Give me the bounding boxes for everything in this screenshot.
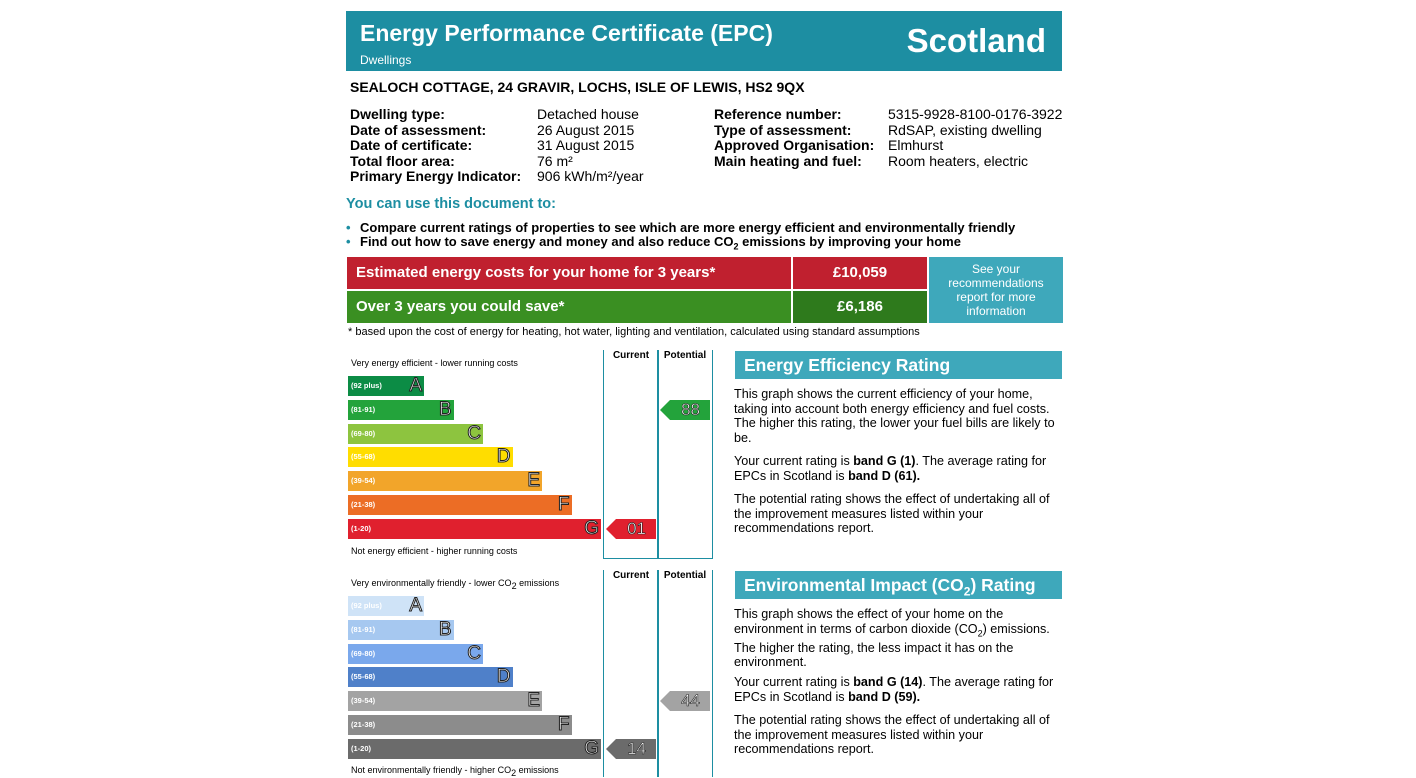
property-address: SEALOCH COTTAGE, 24 GRAVIR, LOCHS, ISLE OF LEWIS, HS2 9QX — [350, 79, 805, 95]
details-left-labels — [350, 107, 530, 185]
band-letter: G — [584, 517, 599, 539]
band-range: (1-20) — [351, 523, 372, 533]
para-text: . The average rating for EPCs in Scotland is — [734, 454, 1047, 483]
para-text: . The average rating for EPCs in Scotland is — [734, 675, 1054, 704]
cost-footnote: * based upon the cost of energy for heating, hot water, lighting and ventilation, calculated using standard assumptions — [348, 326, 920, 338]
chart-bottom-caption — [351, 765, 559, 778]
column-divider — [657, 350, 659, 559]
chart-top-caption — [351, 578, 559, 591]
rating-value: 44 — [681, 691, 700, 711]
band-letter: F — [557, 494, 570, 515]
details-right-labels — [714, 107, 884, 169]
detail-value: 76 m² — [537, 152, 573, 169]
detail-value: 26 August 2015 — [537, 121, 635, 138]
subscript: 2 — [511, 767, 517, 778]
rating-value: 14 — [627, 738, 646, 758]
detail-value: 5315-9928-8100-0176-3922 — [888, 106, 1063, 122]
estimated-cost-label: Estimated energy costs for your home for 3 years* — [347, 257, 791, 289]
para-text: This graph shows the effect of your home on the environment in terms of carbon dioxide (CO — [734, 607, 1004, 636]
detail-label: Approved Organisation: — [714, 137, 875, 153]
band-range: (1-20) — [351, 743, 372, 753]
band-g — [348, 519, 601, 539]
country-label: Scotland — [906, 22, 1046, 59]
detail-label: Reference number: — [714, 106, 842, 122]
band-letter: C — [467, 422, 481, 444]
detail-label: Primary Energy Indicator: — [350, 168, 522, 184]
band-c — [348, 424, 483, 444]
bullet-text: Find out how to save energy and money and also reduce CO — [360, 234, 734, 249]
band-letter: C — [467, 642, 481, 664]
use-bullet — [346, 220, 1015, 235]
current-band-text: band G (14) — [853, 675, 923, 689]
bullet-text: emissions by improving your home — [738, 234, 961, 249]
band-range: (92 plus) — [351, 381, 382, 390]
bullet-icon: • — [346, 220, 351, 235]
bullet-text: Compare current ratings of properties to see which are more energy efficient and environmentally friendly — [360, 220, 1016, 235]
savings-value: £6,186 — [793, 291, 927, 323]
environmental-impact-heading — [735, 571, 1062, 599]
caption-text: Not environmentally friendly - higher CO — [351, 765, 512, 775]
subscript: 2 — [511, 580, 517, 591]
eer-paragraph-1: This graph shows the current efficiency of your home, taking into account both energy efficiency and fuel costs. The higher this rating, the lower your fuel bills are likely to be. — [734, 387, 1055, 445]
para-text: Your current rating is — [734, 454, 854, 468]
band-letter: G — [584, 737, 599, 759]
band-g — [348, 739, 601, 759]
band-letter: D — [496, 666, 511, 688]
eir-paragraph-3: The potential rating shows the effect of undertaking all of the improvement measures listed within your recommendations report. — [734, 713, 1050, 757]
current-rating-arrow — [606, 739, 656, 759]
band-b — [348, 620, 454, 640]
savings-label: Over 3 years you could save* — [347, 291, 791, 323]
para-text: Your current rating is — [734, 675, 854, 689]
eer-paragraph-3: The potential rating shows the effect of undertaking all of the improvement measures listed within your recommendations report. — [734, 492, 1050, 536]
subscript: 2 — [977, 628, 983, 639]
use-bullet — [346, 234, 961, 252]
detail-value: Elmhurst — [888, 137, 944, 153]
band-range: (39-54) — [351, 476, 376, 486]
current-rating-arrow — [606, 519, 656, 539]
band-range: (81-91) — [351, 624, 376, 634]
current-band-text: band G (1) — [853, 454, 916, 468]
rating-value: 01 — [627, 518, 646, 538]
average-band-text: band D (61). — [848, 468, 921, 483]
caption-text: emissions — [516, 765, 559, 775]
band-d — [348, 667, 513, 687]
band-a — [348, 376, 424, 396]
environmental-impact-chart — [347, 570, 714, 777]
heading-text: ) Rating — [970, 575, 1036, 595]
band-range: (21-38) — [351, 500, 376, 509]
details-right-values — [888, 107, 1064, 169]
subscript: 2 — [963, 584, 971, 599]
chart-top-caption: Very energy efficient - lower running costs — [351, 358, 518, 368]
subscript: 2 — [733, 241, 739, 252]
rating-value: 88 — [681, 399, 700, 419]
detail-label: Dwelling type: — [350, 106, 445, 122]
band-range: (69-80) — [351, 648, 376, 658]
band-d — [348, 447, 513, 467]
current-column-header: Current — [612, 350, 650, 361]
band-letter: A — [409, 375, 422, 396]
eer-paragraph-2 — [734, 454, 1064, 483]
band-range: (21-38) — [351, 720, 376, 729]
detail-value: Detached house — [537, 106, 639, 122]
energy-cost-table — [347, 257, 1063, 323]
band-range: (81-91) — [351, 404, 376, 414]
certificate-title: Energy Performance Certificate (EPC) — [360, 20, 773, 46]
band-letter: A — [409, 595, 422, 616]
use-document-heading: You can use this document to: — [346, 196, 556, 212]
band-range: (55-68) — [351, 452, 376, 462]
band-f — [348, 495, 572, 515]
potential-rating-arrow — [660, 691, 710, 711]
para-text: ) emissions. The higher the rating, the less impact it has on the environment. — [734, 621, 1050, 670]
band-b — [348, 400, 454, 420]
certificate-subtitle: Dwellings — [360, 53, 412, 67]
band-letter: B — [438, 618, 452, 640]
band-range: (92 plus) — [351, 601, 382, 610]
detail-value: RdSAP, existing dwelling — [888, 121, 1042, 138]
band-letter: D — [496, 446, 511, 468]
caption-text: Very environmentally friendly - lower CO — [351, 578, 512, 588]
heading-text: Environmental Impact (CO — [744, 575, 964, 595]
band-e — [348, 471, 542, 491]
potential-column-header: Potential — [663, 570, 707, 581]
eir-paragraph-1 — [734, 607, 1064, 670]
column-divider — [657, 570, 659, 777]
band-letter: B — [438, 398, 452, 420]
detail-label: Type of assessment: — [714, 121, 852, 138]
band-range: (55-68) — [351, 672, 376, 682]
detail-value: 906 kWh/m²/year — [537, 168, 644, 184]
estimated-cost-value: £10,059 — [793, 257, 927, 289]
band-range: (69-80) — [351, 428, 376, 438]
bullet-icon: • — [346, 234, 351, 249]
band-a — [348, 596, 424, 616]
eir-paragraph-2 — [734, 675, 1064, 704]
caption-text: emissions — [516, 578, 560, 588]
detail-label: Date of certificate: — [350, 137, 473, 153]
band-letter: E — [527, 470, 540, 492]
detail-label: Total floor area: — [350, 152, 455, 169]
band-e — [348, 691, 542, 711]
band-f — [348, 715, 572, 735]
potential-column-header: Potential — [663, 350, 707, 361]
detail-label: Date of assessment: — [350, 121, 487, 138]
band-letter: F — [557, 714, 570, 735]
average-band-text: band D (59). — [848, 689, 921, 704]
energy-efficiency-chart — [347, 350, 714, 559]
see-recommendations-note: See your recommendations report for more information — [929, 257, 1063, 323]
detail-value: Room heaters, electric — [888, 152, 1029, 169]
band-letter: E — [527, 690, 540, 712]
detail-value: 31 August 2015 — [537, 137, 635, 153]
band-c — [348, 644, 483, 664]
details-left-values — [537, 107, 707, 185]
potential-rating-arrow — [660, 400, 710, 420]
detail-label: Main heating and fuel: — [714, 152, 862, 169]
band-range: (39-54) — [351, 696, 376, 706]
certificate-header — [346, 11, 1062, 71]
current-column-header: Current — [612, 570, 650, 581]
chart-bottom-caption: Not energy efficient - higher running costs — [351, 546, 518, 556]
energy-efficiency-heading: Energy Efficiency Rating — [735, 351, 1062, 379]
